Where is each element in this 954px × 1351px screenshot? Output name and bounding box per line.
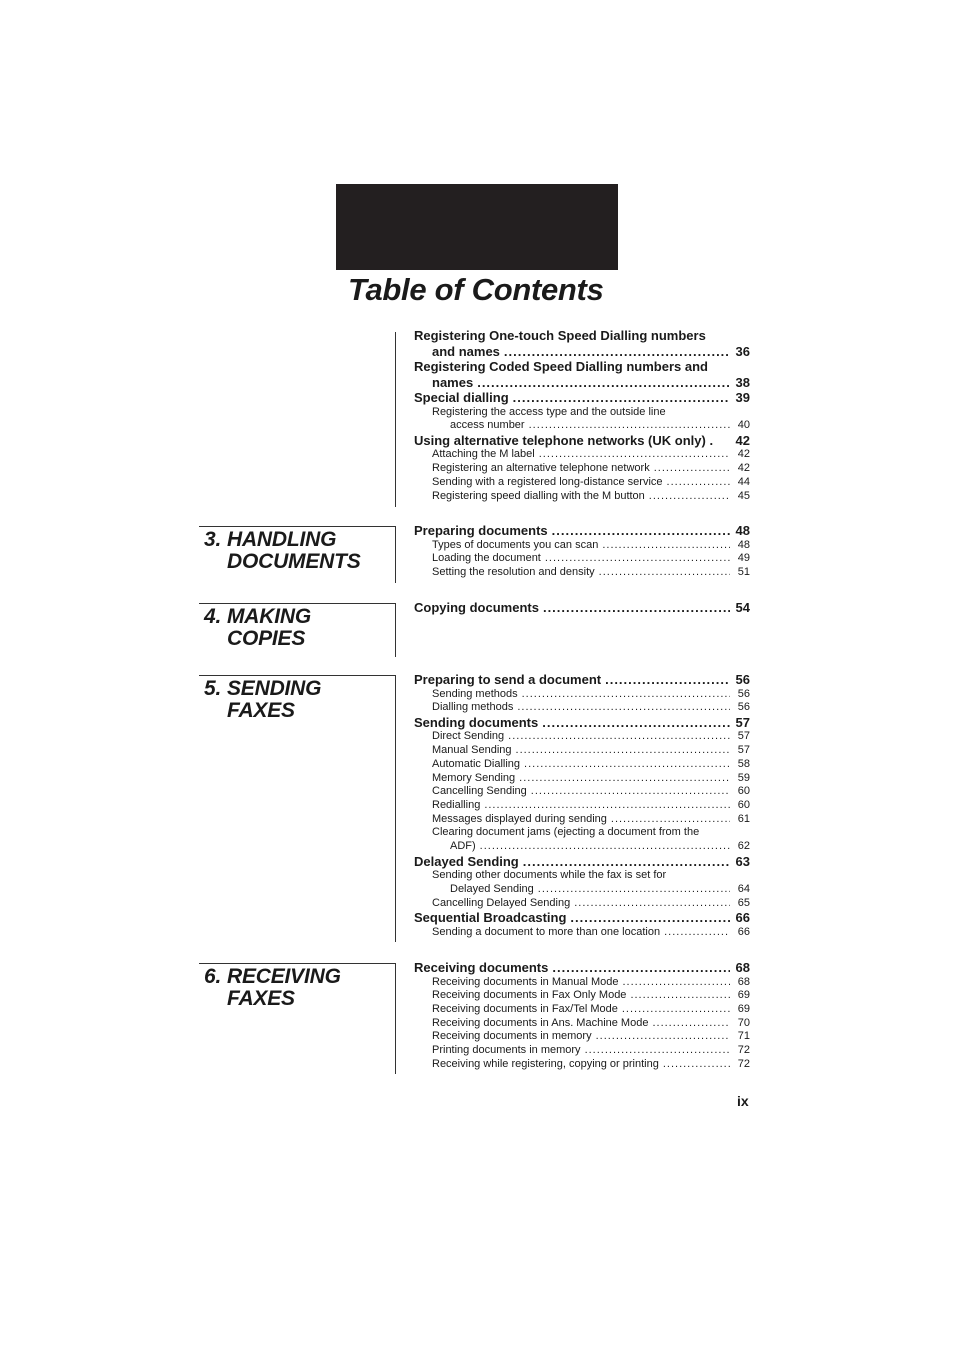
dot-leader <box>531 785 730 799</box>
dot-leader <box>552 960 730 976</box>
toc-entry-list <box>414 960 750 1071</box>
toc-page-number: 36 <box>735 343 750 359</box>
toc-entry-title: Attaching the M label <box>432 448 535 461</box>
toc-page-number: 68 <box>737 975 750 988</box>
dot-leader <box>596 1030 730 1044</box>
toc-page-number: 44 <box>737 475 750 488</box>
toc-subentry[interactable] <box>414 730 750 744</box>
chapter-title-line2: FAXES <box>227 987 295 1010</box>
chapter-number: 4. <box>204 605 222 628</box>
toc-subentry[interactable] <box>414 826 750 853</box>
toc-entry-title: Receiving documents <box>414 960 549 975</box>
dot-leader <box>484 799 730 813</box>
toc-page-number: 61 <box>737 812 750 825</box>
toc-page-number: 42 <box>737 448 750 461</box>
toc-entry-title: Receiving documents in Fax Only Mode <box>432 989 627 1002</box>
toc-subentry[interactable] <box>414 744 750 758</box>
toc-subentry[interactable] <box>414 552 750 566</box>
dot-leader <box>605 672 730 688</box>
chapter-title-line2: FAXES <box>227 699 295 722</box>
dot-leader <box>667 476 730 490</box>
dot-leader <box>538 883 730 897</box>
dot-leader <box>523 854 730 870</box>
toc-entry[interactable] <box>414 359 750 390</box>
toc-entry-title: Sequential Broadcasting <box>414 910 567 926</box>
toc-page-number: 60 <box>737 785 750 798</box>
toc-entry[interactable] <box>414 910 750 926</box>
toc-subentry[interactable] <box>414 701 750 715</box>
toc-subentry[interactable] <box>414 406 750 433</box>
toc-entry-list <box>414 672 750 940</box>
toc-entry[interactable] <box>414 390 750 406</box>
dot-leader <box>663 1058 730 1072</box>
toc-page-number: 48 <box>735 523 750 538</box>
toc-entry-title: and names <box>432 343 500 359</box>
section-vertical-rule <box>395 332 396 507</box>
toc-page-number: 63 <box>735 853 750 869</box>
toc-entry-title: Delayed Sending <box>414 853 519 869</box>
toc-entry-title: Using alternative telephone networks (UK only) . <box>414 432 714 448</box>
toc-entry-title-first-line: Registering One-touch Speed Dialling numbers <box>414 328 706 343</box>
toc-entry-title: Cancelling Delayed Sending <box>432 896 571 909</box>
toc-page-number: 39 <box>735 390 750 405</box>
header-black-box <box>336 184 618 270</box>
chapter-title-line1: MAKING <box>227 605 311 628</box>
toc-page-number: 66 <box>735 910 750 926</box>
chapter-heading <box>204 606 394 650</box>
dot-leader <box>477 375 730 391</box>
toc-entry-title: Sending documents <box>414 714 539 730</box>
dot-leader <box>552 523 730 539</box>
toc-page-number: 59 <box>737 771 750 784</box>
toc-entry-title: Registering an alternative telephone network <box>432 462 650 475</box>
chapter-title-line2: COPIES <box>227 627 306 650</box>
toc-entry-title: Sending a document to more than one location <box>432 925 661 938</box>
toc-entry-title: Delayed Sending <box>450 882 534 895</box>
toc-entry-title: Preparing documents <box>414 523 548 538</box>
toc-page-number: 57 <box>737 744 750 757</box>
chapter-number: 6. <box>204 965 222 988</box>
toc-entry-title: Redialling <box>432 798 481 811</box>
toc-entry-title: Receiving documents in Manual Mode <box>432 975 619 988</box>
chapter-rule <box>199 526 396 527</box>
toc-subentry[interactable] <box>414 926 750 940</box>
dot-leader <box>623 976 731 990</box>
toc-subentry[interactable] <box>414 989 750 1003</box>
toc-page-number: 48 <box>737 538 750 551</box>
toc-subentry[interactable] <box>414 799 750 813</box>
toc-page-number: 58 <box>737 757 750 770</box>
toc-subentry[interactable] <box>414 785 750 799</box>
toc-subentry[interactable] <box>414 813 750 827</box>
toc-entry-title: Automatic Dialling <box>432 757 521 770</box>
toc-entry-title: Registering speed dialling with the M button <box>432 489 645 502</box>
toc-subentry[interactable] <box>414 1003 750 1017</box>
dot-leader <box>542 715 730 731</box>
toc-entry-title: access number <box>450 419 525 432</box>
toc-subentry[interactable] <box>414 758 750 772</box>
chapter-title-line2: DOCUMENTS <box>227 550 361 573</box>
toc-page-number: 42 <box>735 432 750 448</box>
toc-page-number: 54 <box>735 600 750 615</box>
dot-leader <box>480 840 730 854</box>
toc-entry-title: Messages displayed during sending <box>432 812 607 825</box>
toc-entry-title-first-line: Clearing document jams (ejecting a document from the <box>432 826 700 839</box>
toc-entry-title: Printing documents in memory <box>432 1044 581 1057</box>
toc-subentry[interactable] <box>414 897 750 911</box>
section-vertical-rule <box>395 963 396 1074</box>
toc-page-number: 72 <box>737 1044 750 1057</box>
dot-leader <box>602 539 730 553</box>
toc-page-number: 40 <box>737 419 750 432</box>
toc-entry[interactable] <box>414 672 750 688</box>
section-vertical-rule <box>395 526 396 583</box>
toc-entry-title: Loading the document <box>432 552 541 565</box>
chapter-rule <box>199 963 396 964</box>
toc-entry[interactable] <box>414 600 750 616</box>
toc-subentry[interactable] <box>414 1058 750 1072</box>
dot-leader <box>543 600 730 616</box>
chapter-rule <box>199 603 396 604</box>
toc-entry[interactable] <box>414 523 750 539</box>
dot-leader <box>652 1017 730 1031</box>
toc-subentry[interactable] <box>414 688 750 702</box>
section-vertical-rule <box>395 603 396 657</box>
toc-entry-title: Preparing to send a document <box>414 672 602 687</box>
chapter-heading <box>204 678 394 722</box>
toc-entry-list <box>414 523 750 580</box>
toc-entry[interactable] <box>414 960 750 976</box>
toc-page-number: 51 <box>737 565 750 578</box>
toc-entry-title-first-line: Sending other documents while the fax is set for <box>432 869 667 882</box>
toc-page-number: 57 <box>737 730 750 743</box>
chapter-number: 5. <box>204 677 222 700</box>
dot-leader <box>539 448 730 462</box>
toc-page-number: 62 <box>737 840 750 853</box>
toc-subentry[interactable] <box>414 462 750 476</box>
toc-entry-title-first-line: Registering the access type and the outside line <box>432 405 666 418</box>
toc-entry-list <box>414 328 750 503</box>
toc-entry-title: Sending with a registered long-distance service <box>432 475 663 488</box>
toc-entry[interactable] <box>414 328 750 359</box>
dot-leader <box>522 688 730 702</box>
toc-entry-title: Dialling methods <box>432 701 514 714</box>
toc-page-number: 65 <box>737 896 750 909</box>
toc-subentry[interactable] <box>414 539 750 553</box>
toc-page-number: 45 <box>737 489 750 502</box>
toc-page-number: 72 <box>737 1057 750 1070</box>
toc-page-number: 56 <box>737 687 750 700</box>
toc-entry-title: Memory Sending <box>432 771 516 784</box>
toc-entry-title: ADF) <box>450 840 476 853</box>
toc-entry-title: Sending methods <box>432 687 518 700</box>
chapter-title-line1: HANDLING <box>227 528 337 551</box>
toc-entry-title: Copying documents <box>414 600 539 615</box>
toc-entry[interactable] <box>414 433 750 449</box>
dot-leader <box>529 419 730 433</box>
dot-leader <box>516 744 730 758</box>
dot-leader <box>524 758 730 772</box>
toc-entry-title: Cancelling Sending <box>432 785 527 798</box>
dot-leader <box>630 989 730 1003</box>
toc-entry[interactable] <box>414 854 750 870</box>
toc-page-number: 60 <box>737 798 750 811</box>
dot-leader <box>570 910 730 926</box>
toc-entry-title: Receiving documents in memory <box>432 1030 592 1043</box>
toc-entry-list <box>414 600 750 616</box>
toc-page-number: 69 <box>737 1002 750 1015</box>
dot-leader <box>649 490 730 504</box>
toc-subentry[interactable] <box>414 869 750 896</box>
toc-page-number: 42 <box>737 462 750 475</box>
toc-entry-title: Manual Sending <box>432 744 512 757</box>
chapter-title-line1: RECEIVING <box>227 965 341 988</box>
toc-entry-title: Receiving while registering, copying or printing <box>432 1057 659 1070</box>
dot-leader <box>611 813 730 827</box>
section-vertical-rule <box>395 675 396 942</box>
toc-subentry[interactable] <box>414 1044 750 1058</box>
toc-page-number: 38 <box>735 374 750 390</box>
toc-subentry[interactable] <box>414 476 750 490</box>
toc-page-number: 70 <box>737 1016 750 1029</box>
toc-subentry[interactable] <box>414 490 750 504</box>
chapter-heading <box>204 529 394 573</box>
dot-leader <box>513 390 730 406</box>
toc-page-number: 71 <box>737 1030 750 1043</box>
dot-leader <box>574 897 730 911</box>
toc-entry[interactable] <box>414 715 750 731</box>
toc-page-number: 68 <box>735 960 750 975</box>
page-number: ix <box>737 1093 749 1109</box>
toc-entry-title: Special dialling <box>414 390 509 405</box>
dot-leader <box>545 552 730 566</box>
toc-entry-title: Receiving documents in Ans. Machine Mode <box>432 1016 649 1029</box>
toc-page-number: 66 <box>737 925 750 938</box>
dot-leader <box>519 772 730 786</box>
toc-subentry[interactable] <box>414 976 750 990</box>
toc-page-number: 56 <box>735 672 750 687</box>
toc-entry-title: Direct Sending <box>432 730 505 743</box>
dot-leader <box>599 566 730 580</box>
dot-leader <box>508 730 730 744</box>
page-title: Table of Contents <box>348 272 604 307</box>
dot-leader <box>664 926 730 940</box>
chapter-rule <box>199 675 396 676</box>
dot-leader <box>585 1044 730 1058</box>
toc-entry-title: names <box>432 374 474 390</box>
toc-entry-title-first-line: Registering Coded Speed Dialling numbers and <box>414 359 708 374</box>
toc-subentry[interactable] <box>414 448 750 462</box>
toc-subentry[interactable] <box>414 566 750 580</box>
toc-page-number: 69 <box>737 989 750 1002</box>
chapter-title-line1: SENDING <box>227 677 322 700</box>
toc-subentry[interactable] <box>414 1030 750 1044</box>
toc-page-number: 56 <box>737 701 750 714</box>
toc-page-number: 64 <box>737 882 750 895</box>
dot-leader <box>654 462 730 476</box>
toc-entry-title: Receiving documents in Fax/Tel Mode <box>432 1002 618 1015</box>
chapter-heading <box>204 966 394 1010</box>
chapter-number: 3. <box>204 528 222 551</box>
toc-subentry[interactable] <box>414 772 750 786</box>
toc-entry-title: Types of documents you can scan <box>432 538 599 551</box>
dot-leader <box>622 1003 730 1017</box>
dot-leader <box>504 344 730 360</box>
toc-page-number: 49 <box>737 552 750 565</box>
toc-entry-title: Setting the resolution and density <box>432 565 595 578</box>
toc-subentry[interactable] <box>414 1017 750 1031</box>
toc-page-number: 57 <box>735 714 750 730</box>
dot-leader <box>517 701 730 715</box>
